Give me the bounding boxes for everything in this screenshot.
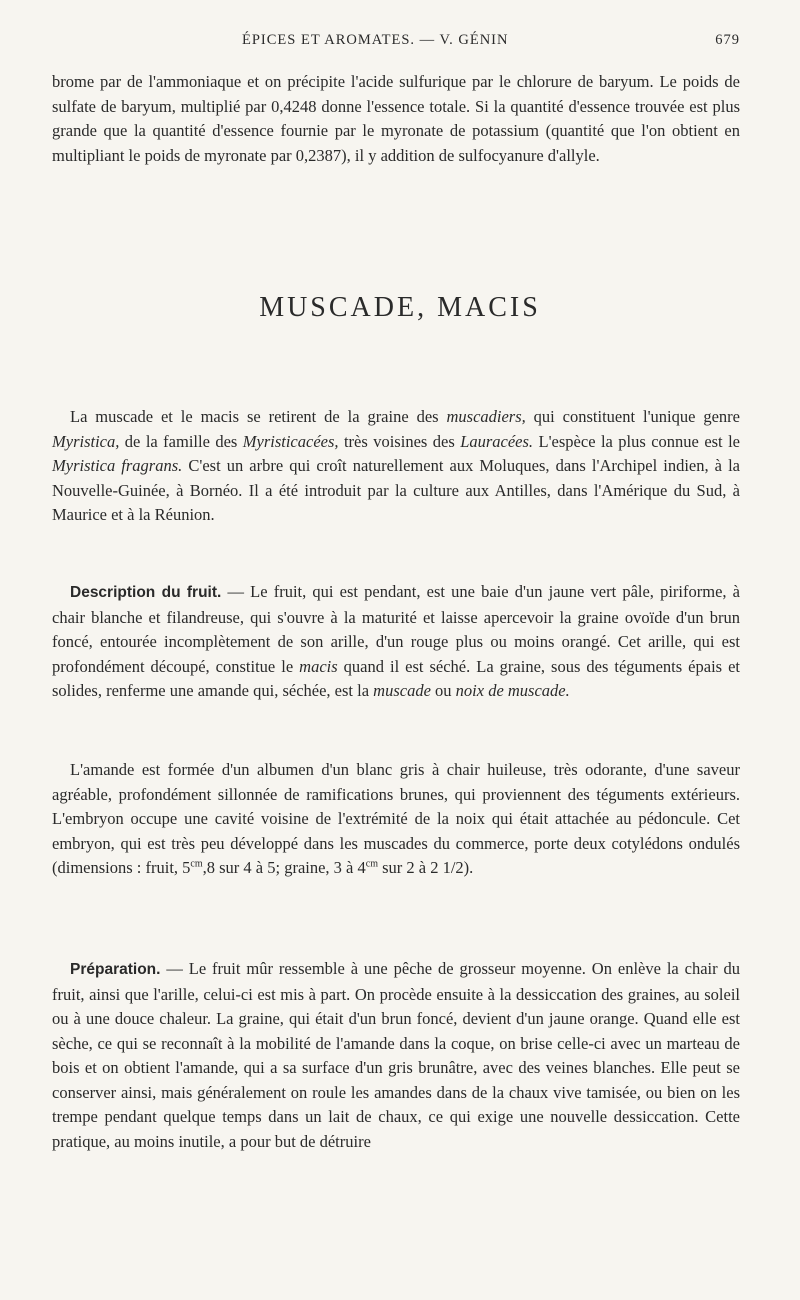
description-lead: Description du fruit. xyxy=(70,584,222,601)
almond-text-1: L'amande est formée d'un albumen d'un blanc gris à chair huileuse, très odorante, d'une saveur agréable, profondément sillonnée de ramifications brunes, qui proviennent des téguments extérieurs. L'embryon occupe une cavité voisine de l'extrémité de la noix qui était attachée au pédoncule. Cet embryon, qui est très peu développé dans les muscades du commerce, porte deux cotylédons ondulés (dimensions : fruit, 5 xyxy=(52,760,740,877)
intro-text-1: La muscade et le macis se retirent de la graine des xyxy=(70,407,447,426)
intro-text-3: de la famille des xyxy=(119,431,243,451)
almond-text-2: ,8 sur 4 à 5; graine, 3 à 4 xyxy=(202,858,366,877)
intro-italic-4: Lauracées. xyxy=(460,431,534,451)
preparation-lead: Préparation. xyxy=(70,961,161,978)
description-text-3: ou xyxy=(430,681,456,700)
unit-superscript-2: cm xyxy=(365,858,378,870)
section-title: MUSCADE, MACIS xyxy=(259,292,541,323)
intro-text-6: C'est un arbre qui croît naturellement aux Moluques, dans l'Archipel indien, à la Nouvelle-Guinée, à Bornéo. Il a été introduit par la culture aux Antilles, dans l'Amérique du Sud, à Maurice et à la Réunion. xyxy=(52,456,740,524)
description-text-2: quand il est séché. La graine, sous des téguments épais et solides, renferme une amande qui, séchée, est la xyxy=(52,656,740,700)
running-title: ÉPICES ET AROMATES. — V. GÉNIN xyxy=(242,32,509,48)
intro-italic-3: Myristicacées, xyxy=(242,431,339,451)
page-number: 679 xyxy=(715,32,740,48)
description-italic-1: macis xyxy=(299,656,338,676)
intro-italic-5: Myristica fragrans. xyxy=(52,456,183,475)
intro-text-2: qui constituent l'unique genre xyxy=(525,407,740,426)
intro-text-4: très voisines des xyxy=(338,431,461,451)
intro-italic-2: Myristica, xyxy=(52,431,120,451)
intro-paragraph xyxy=(52,405,740,528)
preparation-text: — Le fruit mûr ressemble à une pêche de grosseur moyenne. On enlève la chair du fruit, ainsi que l'arille, celui-ci est mis à part. On procède ensuite à la dessiccation des graines, au soleil ou à une douce chaleur. La graine, qui était d'un brun foncé, devient d'un jaune orange. Quand elle est sèche, ce qui se reconnaît à la mobilité de l'amande dans la coque, on brise celle-ci avec un marteau de bois et on obtient l'amande, qui a sa surface d'un gris brunâtre, avec des veines blanches. Elle peut se conserver ainsi, mais généralement on roule les amandes dans de la chaux vive tamisée, ou bien on les trempe pendant quelque temps dans un lait de chaux, ce qui exige une nouvelle dessiccation. Cette pratique, au moins inutile, a pour but de détruire xyxy=(52,959,740,1151)
almond-text-3: sur 2 à 2 1/2). xyxy=(377,858,474,877)
description-text-1: — Le fruit, qui est pendant, est une baie d'un jaune vert pâle, piriforme, à chair blanche et filandreuse, qui s'ouvre à la maturité et laisse apercevoir la graine ovoïde d'un brun foncé, entourée incomplètement de son arille, d'un rouge plus ou moins orangé. Cet arille, qui est profondément découpé, constitue le xyxy=(52,582,741,676)
continuation-paragraph: brome par de l'ammoniaque et on précipite l'acide sulfurique par le chlorure de baryum. Le poids de sulfate de baryum, multiplié par 0,4248 donne l'essence totale. Si la quantité d'essence trouvée est plus grande que la quantité d'essence fournie par le myronate de potassium (quantité que l'on obtient en multipliant le poids de myronate par 0,2387), il y addition de sulfocyanure d'allyle. xyxy=(52,72,740,165)
description-italic-3: noix de muscade. xyxy=(455,681,570,700)
description-italic-2: muscade xyxy=(373,681,431,700)
unit-superscript-1: cm xyxy=(190,858,203,870)
description-paragraph xyxy=(52,580,740,704)
preparation-paragraph xyxy=(52,957,740,1154)
running-header xyxy=(52,32,740,56)
intro-text-5: L'espèce la plus connue est le xyxy=(533,431,740,451)
almond-paragraph xyxy=(52,758,740,881)
intro-italic-1: muscadiers, xyxy=(446,407,526,426)
